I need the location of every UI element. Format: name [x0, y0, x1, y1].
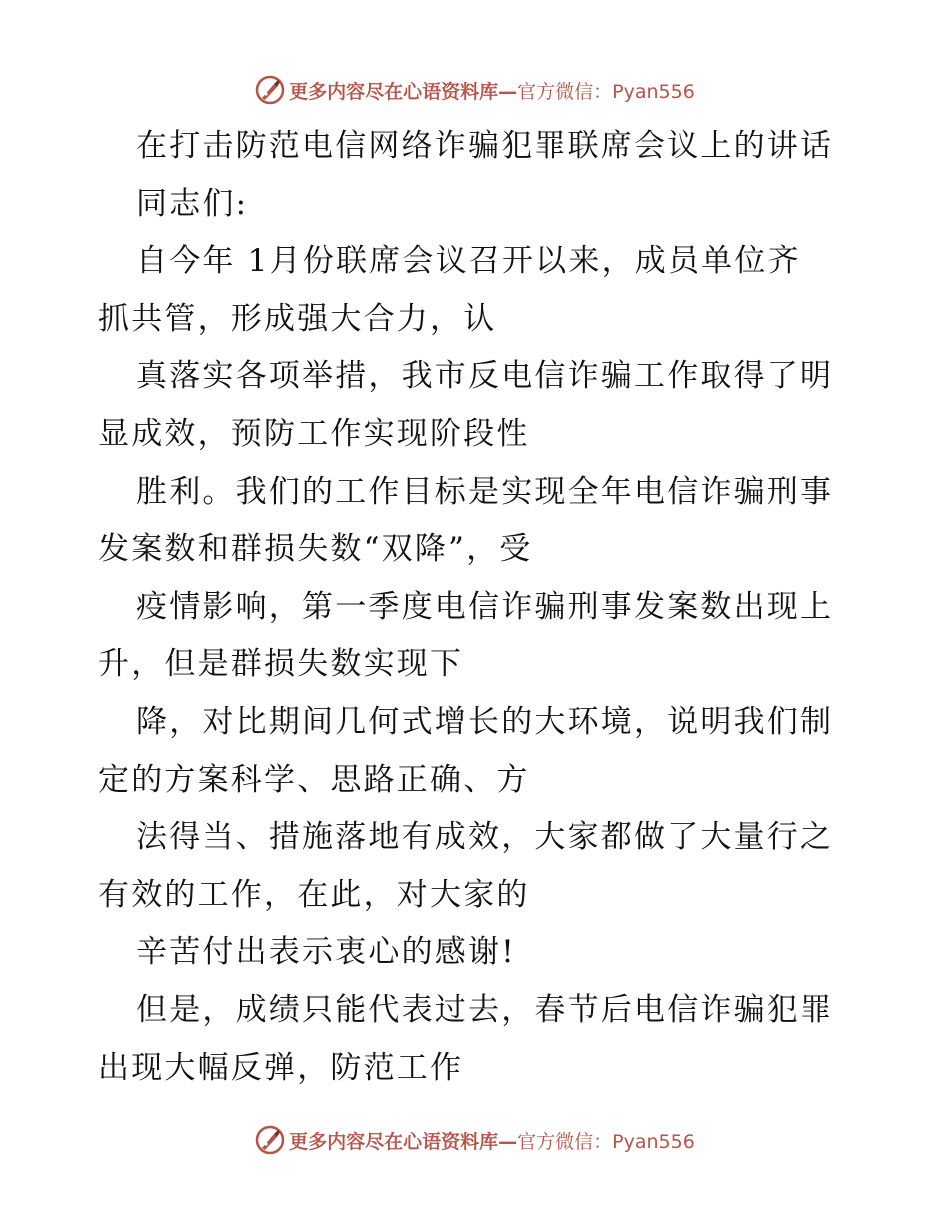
text-line: 疫情影响，第一季度电信诈骗刑事发案数出现上	[136, 588, 834, 625]
header-banner	[0, 73, 950, 107]
pen-logo-icon	[255, 75, 285, 105]
text-line: 胜利。我们的工作目标是实现全年电信诈骗刑事	[136, 473, 834, 510]
banner-contact-text: 官方微信：Pyan556	[517, 1130, 695, 1153]
document-title: 在打击防范电信网络诈骗犯罪联席会议上的讲话	[136, 128, 834, 164]
document-body	[98, 118, 858, 1097]
text-line: 辛苦付出表示衷心的感谢!	[136, 934, 516, 971]
text-line: 发案数和群损失数“双降”，受	[98, 531, 533, 568]
text-line: 有效的工作，在此，对大家的	[98, 876, 530, 913]
text-line: 显成效，预防工作实现阶段性	[98, 415, 530, 452]
text-line: 定的方案科学、思路正确、方	[98, 761, 530, 798]
text-line: 降，对比期间几何式增长的大环境，说明我们制	[136, 703, 834, 740]
text-line: 抓共管，形成强大合力，认	[98, 300, 497, 337]
text-line: 法得当、措施落地有成效，大家都做了大量行之	[136, 819, 834, 856]
text-line: 自今年 1月份联席会议召开以来，成员单位齐	[136, 243, 801, 280]
text-line: 升，但是群损失数实现下	[98, 646, 464, 683]
text-line: 出现大幅反弹，防范工作	[98, 1049, 464, 1086]
text-line: 同志们:	[136, 185, 249, 222]
footer-banner	[0, 1123, 950, 1157]
banner-site-text: 更多内容尽在心语资料库—	[289, 1130, 518, 1153]
text-line: 但是，成绩只能代表过去，春节后电信诈骗犯罪	[136, 991, 834, 1028]
text-line: 真落实各项举措，我市反电信诈骗工作取得了明	[136, 358, 834, 395]
pen-logo-icon	[255, 1125, 285, 1155]
banner-contact-text: 官方微信：Pyan556	[517, 80, 695, 103]
banner-site-text: 更多内容尽在心语资料库—	[289, 80, 518, 103]
